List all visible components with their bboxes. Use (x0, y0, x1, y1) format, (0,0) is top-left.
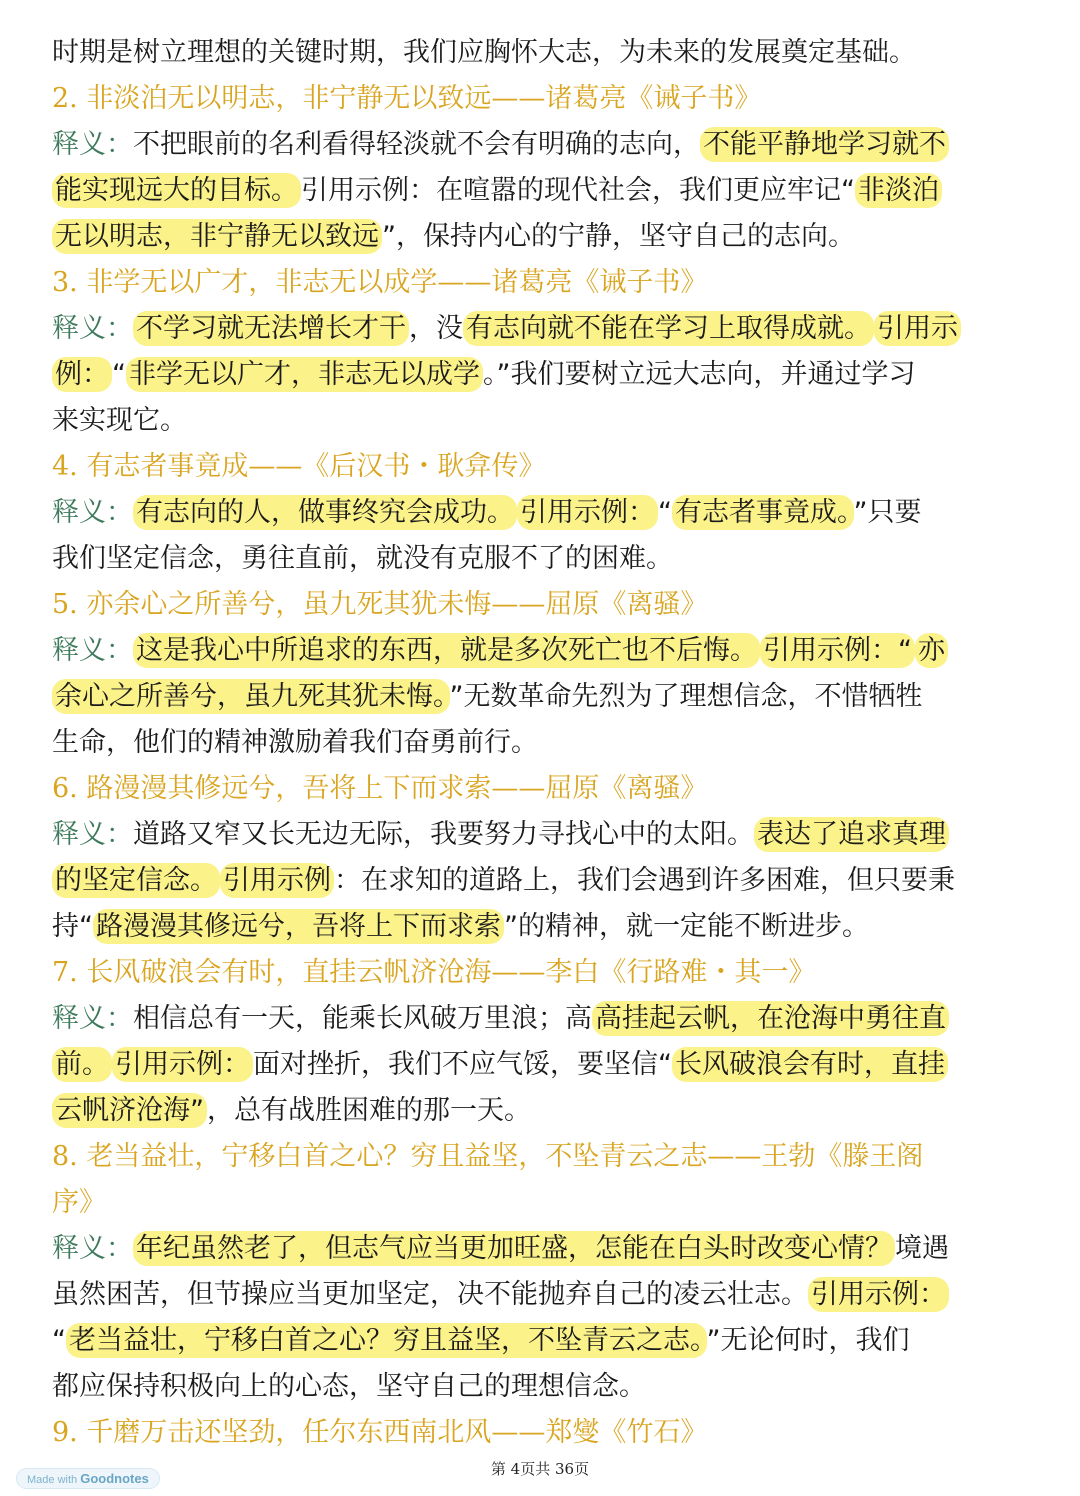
text-segment: ：在求知的道路上，我们会遇到许多困难，但只要秉 (334, 865, 955, 896)
text-line (52, 122, 1030, 168)
text-segment: 来实现它。 (52, 405, 187, 436)
highlighted-text: 前。 (52, 1047, 112, 1082)
text-line (52, 168, 1030, 214)
text-line (52, 1042, 1030, 1088)
highlighted-text: 这是我心中所追求的东西，就是多次死亡也不后悔。 (133, 633, 760, 668)
text-segment: “ (658, 497, 672, 528)
text-segment: ，没 (409, 313, 463, 344)
goodnotes-brand: Goodnotes (80, 1471, 149, 1486)
highlighted-text: 例： (52, 357, 112, 392)
entry-heading (52, 766, 1030, 812)
highlighted-text: 引用示例 (220, 863, 334, 898)
text-segment: 境遇 (895, 1233, 949, 1264)
text-segment: 引用示例：在喧嚣的现代社会，我们更应牢记“ (301, 175, 855, 206)
text-segment: 7. 长风破浪会有时，直挂云帆济沧海——李白《行路难・其一》 (52, 957, 816, 988)
text-segment: 5. 亦余心之所善兮，虽九死其犹未悔——屈原《离骚》 (52, 589, 708, 620)
text-line (52, 352, 1030, 398)
definition-label: 释义： (52, 1003, 133, 1034)
text-segment: “ (112, 359, 126, 390)
highlighted-text: 表达了追求真理 (754, 817, 949, 852)
text-line (52, 490, 1030, 536)
text-segment: 8. 老当益壮，宁移白首之心？穷且益坚，不坠青云之志——王勃《滕王阁 (52, 1141, 924, 1172)
entry-heading (52, 950, 1030, 996)
text-line (52, 1318, 1030, 1364)
entry-heading (52, 1180, 1030, 1226)
definition-label: 释义： (52, 819, 133, 850)
text-line (52, 1226, 1030, 1272)
highlighted-text: 的坚定信念。 (52, 863, 220, 898)
text-line (52, 996, 1030, 1042)
text-segment: 9. 千磨万击还坚劲，任尔东西南北风——郑燮《竹石》 (52, 1417, 708, 1448)
highlighted-text: 余心之所善兮，虽九死其犹未悔。 (52, 679, 450, 714)
entry-heading (52, 444, 1030, 490)
text-line (52, 1088, 1030, 1134)
text-segment: 我们坚定信念，勇往直前，就没有克服不了的困难。 (52, 543, 673, 574)
highlighted-text: 引用示例： (808, 1277, 949, 1312)
highlighted-text: 云帆济沧海” (52, 1093, 207, 1128)
highlighted-text: 老当益壮，宁移白首之心？穷且益坚，不坠青云之志。 (66, 1323, 707, 1358)
highlighted-text: 高挂起云帆，在沧海中勇往直 (592, 1001, 949, 1036)
document-page (52, 30, 1030, 1456)
text-segment: “ (52, 1325, 66, 1356)
text-segment: 不把眼前的名利看得轻淡就不会有明确的志向， (133, 129, 700, 160)
text-line (52, 628, 1030, 674)
highlighted-text: 有志向的人，做事终究会成功。 (133, 495, 517, 530)
highlighted-text: 有志者事竟成。 (672, 495, 854, 530)
text-segment: 6. 路漫漫其修远兮，吾将上下而求索——屈原《离骚》 (52, 773, 708, 804)
text-line (52, 1364, 1030, 1410)
text-line (52, 214, 1030, 260)
definition-label: 释义： (52, 313, 133, 344)
entry-heading (52, 582, 1030, 628)
text-segment: ”只要 (853, 497, 922, 528)
highlighted-text: 引用示 (874, 311, 961, 346)
text-line (52, 306, 1030, 352)
text-line (52, 398, 1030, 444)
goodnotes-badge (16, 1468, 160, 1489)
text-line (52, 812, 1030, 858)
text-segment: 2. 非淡泊无以明志，非宁静无以致远——诸葛亮《诫子书》 (52, 83, 762, 114)
text-segment: 都应保持积极向上的心态，坚守自己的理想信念。 (52, 1371, 646, 1402)
page-number: 第 4页共 36页 (490, 1460, 590, 1478)
highlighted-text: 引用示例：“ (760, 633, 915, 668)
highlighted-text: 不学习就无法增长才干 (133, 311, 409, 346)
made-with-label: Made with (27, 1474, 78, 1486)
text-line (52, 674, 1030, 720)
text-segment: 面对挫折，我们不应气馁，要坚信“ (253, 1049, 672, 1080)
highlighted-text: 引用示例： (517, 495, 658, 530)
entry-heading (52, 1134, 1030, 1180)
text-segment: 虽然困苦，但节操应当更加坚定，决不能抛弃自己的凌云壮志。 (52, 1279, 808, 1310)
highlighted-text: 路漫漫其修远兮，吾将上下而求索 (93, 909, 504, 944)
highlighted-text: 亦 (915, 633, 948, 668)
entry-heading (52, 260, 1030, 306)
entry-heading (52, 76, 1030, 122)
highlighted-text: 非淡泊 (855, 173, 942, 208)
entry-heading (52, 1410, 1030, 1456)
text-segment: 。”我们要树立远大志向，并通过学习 (483, 359, 916, 390)
definition-label: 释义： (52, 1233, 133, 1264)
text-segment: 3. 非学无以广才，非志无以成学——诸葛亮《诫子书》 (52, 267, 708, 298)
text-line (52, 720, 1030, 766)
definition-label: 释义： (52, 497, 133, 528)
highlighted-text: 无以明志，非宁静无以致远 (52, 219, 382, 254)
text-segment: ”的精神，就一定能不断进步。 (504, 911, 869, 942)
text-segment: 序》 (52, 1187, 106, 1218)
text-line (52, 858, 1030, 904)
text-line (52, 30, 1030, 76)
definition-label: 释义： (52, 129, 133, 160)
definition-label: 释义： (52, 635, 133, 666)
highlighted-text: 引用示例： (112, 1047, 253, 1082)
highlighted-text: 有志向就不能在学习上取得成就。 (463, 311, 874, 346)
highlighted-text: 年纪虽然老了，但志气应当更加旺盛，怎能在白头时改变心情？ (133, 1231, 895, 1266)
text-segment: ”无论何时，我们 (706, 1325, 910, 1356)
text-segment: 生命，他们的精神激励着我们奋勇前行。 (52, 727, 538, 758)
text-line (52, 904, 1030, 950)
text-line (52, 536, 1030, 582)
text-segment: ”，保持内心的宁静，坚守自己的志向。 (382, 221, 855, 252)
text-segment: ”无数革命先烈为了理想信念，不惜牺牲 (449, 681, 923, 712)
highlighted-text: 长风破浪会有时，直挂 (672, 1047, 948, 1082)
text-segment: 时期是树立理想的关键时期，我们应胸怀大志，为未来的发展奠定基础。 (52, 37, 916, 68)
text-segment: 相信总有一天，能乘长风破万里浪；高 (133, 1003, 592, 1034)
text-segment: ，总有战胜困难的那一天。 (207, 1095, 531, 1126)
text-segment: 道路又窄又长无边无际，我要努力寻找心中的太阳。 (133, 819, 754, 850)
text-segment: 持“ (52, 911, 93, 942)
text-line (52, 1272, 1030, 1318)
text-segment: 4. 有志者事竟成——《后汉书・耿弇传》 (52, 451, 546, 482)
highlighted-text: 不能平静地学习就不 (700, 127, 949, 162)
highlighted-text: 非学无以广才，非志无以成学 (126, 357, 483, 392)
highlighted-text: 能实现远大的目标。 (52, 173, 301, 208)
